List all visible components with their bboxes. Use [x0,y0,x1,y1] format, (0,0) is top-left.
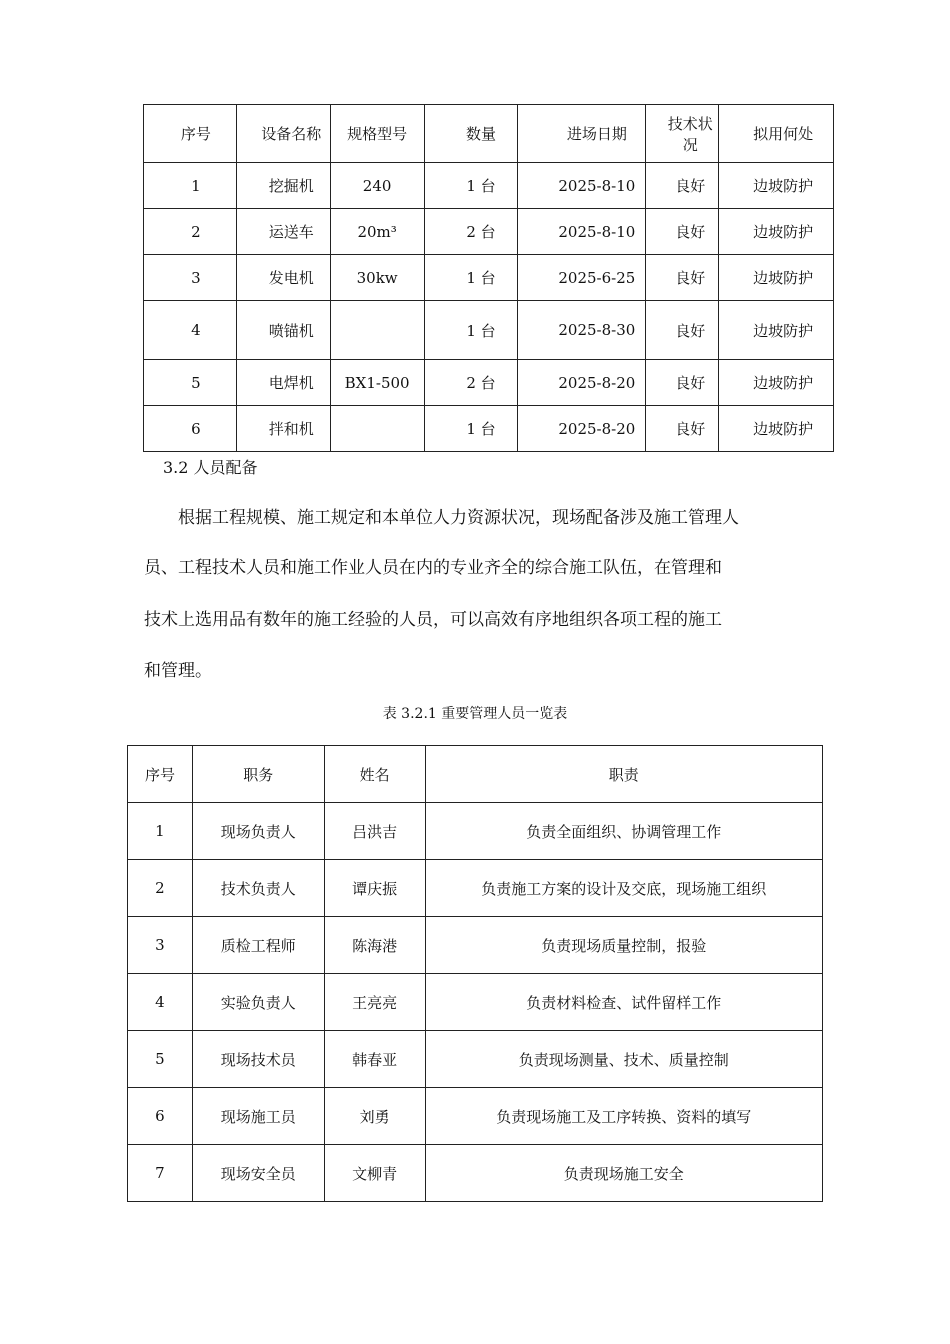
table-cell: 6 [128,1088,193,1145]
table-row [128,974,823,1031]
table-cell: 1 [144,163,237,209]
table-cell: 2025-8-30 [518,301,646,360]
table-row [128,1088,823,1145]
section-heading: 3.2 人员配备 [163,458,258,477]
table-cell: 现场安全员 [192,1145,324,1202]
table-cell: 谭庆振 [324,860,425,917]
table-cell: 边坡防护 [719,406,834,452]
table-cell: 文柳青 [324,1145,425,1202]
header-cell: 姓名 [324,746,425,803]
table-caption: 表 3.2.1 重要管理人员一览表 [382,706,568,722]
table-row [128,917,823,974]
header-cell: 数量 [424,105,518,163]
table-cell: 现场技术员 [192,1031,324,1088]
table-cell: 刘勇 [324,1088,425,1145]
paragraph-line: 根据工程规模、施工规定和本单位人力资源状况，现场配备涉及施工管理人 [144,508,739,528]
table-cell: 负责现场质量控制，报验 [425,917,822,974]
table-cell: 边坡防护 [719,255,834,301]
table-cell: 边坡防护 [719,301,834,360]
table-cell: 2025-8-10 [518,163,646,209]
table-cell: 拌和机 [236,406,330,452]
table-cell: 6 [144,406,237,452]
header-cell: 拟用何处 [719,105,834,163]
table-row [144,360,834,406]
table-cell: 240 [330,163,424,209]
table-header-row [128,746,823,803]
table-cell: 2 [144,209,237,255]
equipment-table-body [144,105,834,452]
table-cell: 4 [128,974,193,1031]
table-cell: 1 [128,803,193,860]
table-cell: 韩春亚 [324,1031,425,1088]
staff-table [127,745,823,1202]
table-cell: 1 台 [424,301,518,360]
paragraph-line: 员、工程技术人员和施工作业人员在内的专业齐全的综合施工队伍，在管理和 [144,558,722,578]
paragraph-line: 技术上选用品有数年的施工经验的人员，可以高效有序地组织各项工程的施工 [144,610,722,630]
table-row [128,860,823,917]
table-cell: 1 台 [424,255,518,301]
table-cell: BX1-500 [330,360,424,406]
table-cell: 良好 [646,209,719,255]
table-row [128,1031,823,1088]
table-cell: 2025-6-25 [518,255,646,301]
table-cell: 3 [144,255,237,301]
table-cell: 喷锚机 [236,301,330,360]
table-cell: 边坡防护 [719,163,834,209]
table-row [144,301,834,360]
header-cell: 职责 [425,746,822,803]
table-row [144,163,834,209]
table-cell: 边坡防护 [719,360,834,406]
table-cell: 2025-8-20 [518,406,646,452]
table-cell: 负责现场测量、技术、质量控制 [425,1031,822,1088]
header-cell: 进场日期 [518,105,646,163]
table-row [144,406,834,452]
table-cell: 质检工程师 [192,917,324,974]
table-cell: 1 台 [424,163,518,209]
table-cell: 20m³ [330,209,424,255]
table-cell [330,406,424,452]
table-cell [330,301,424,360]
table-cell: 负责材料检查、试件留样工作 [425,974,822,1031]
table-cell: 1 台 [424,406,518,452]
header-cell: 职务 [192,746,324,803]
table-cell: 负责现场施工安全 [425,1145,822,1202]
table-cell: 良好 [646,163,719,209]
table-cell: 技术负责人 [192,860,324,917]
table-cell: 实验负责人 [192,974,324,1031]
table-row [144,255,834,301]
table-cell: 负责全面组织、协调管理工作 [425,803,822,860]
table-row [128,803,823,860]
table-cell: 良好 [646,301,719,360]
header-cell: 序号 [144,105,237,163]
table-row [144,209,834,255]
table-cell: 5 [144,360,237,406]
table-cell: 5 [128,1031,193,1088]
table-cell: 3 [128,917,193,974]
paragraph-line: 和管理。 [144,661,212,681]
table-cell: 电焊机 [236,360,330,406]
table-cell: 现场负责人 [192,803,324,860]
table-cell: 2025-8-10 [518,209,646,255]
table-cell: 运送车 [236,209,330,255]
table-cell: 陈海港 [324,917,425,974]
table-cell: 2 台 [424,209,518,255]
header-cell: 规格型号 [330,105,424,163]
table-row [128,1145,823,1202]
header-cell: 技术状况 [646,105,719,163]
staff-table-body [128,746,823,1202]
table-cell: 负责现场施工及工序转换、资料的填写 [425,1088,822,1145]
table-cell: 良好 [646,406,719,452]
table-cell: 王亮亮 [324,974,425,1031]
equipment-table [143,104,834,452]
table-cell: 30kw [330,255,424,301]
table-cell: 发电机 [236,255,330,301]
header-cell: 序号 [128,746,193,803]
table-cell: 2025-8-20 [518,360,646,406]
table-cell: 2 台 [424,360,518,406]
table-cell: 良好 [646,360,719,406]
table-cell: 良好 [646,255,719,301]
table-cell: 边坡防护 [719,209,834,255]
table-cell: 挖掘机 [236,163,330,209]
table-cell: 7 [128,1145,193,1202]
table-cell: 4 [144,301,237,360]
table-cell: 现场施工员 [192,1088,324,1145]
table-cell: 2 [128,860,193,917]
table-header-row [144,105,834,163]
header-cell: 设备名称 [236,105,330,163]
table-cell: 负责施工方案的设计及交底，现场施工组织 [425,860,822,917]
table-cell: 吕洪吉 [324,803,425,860]
